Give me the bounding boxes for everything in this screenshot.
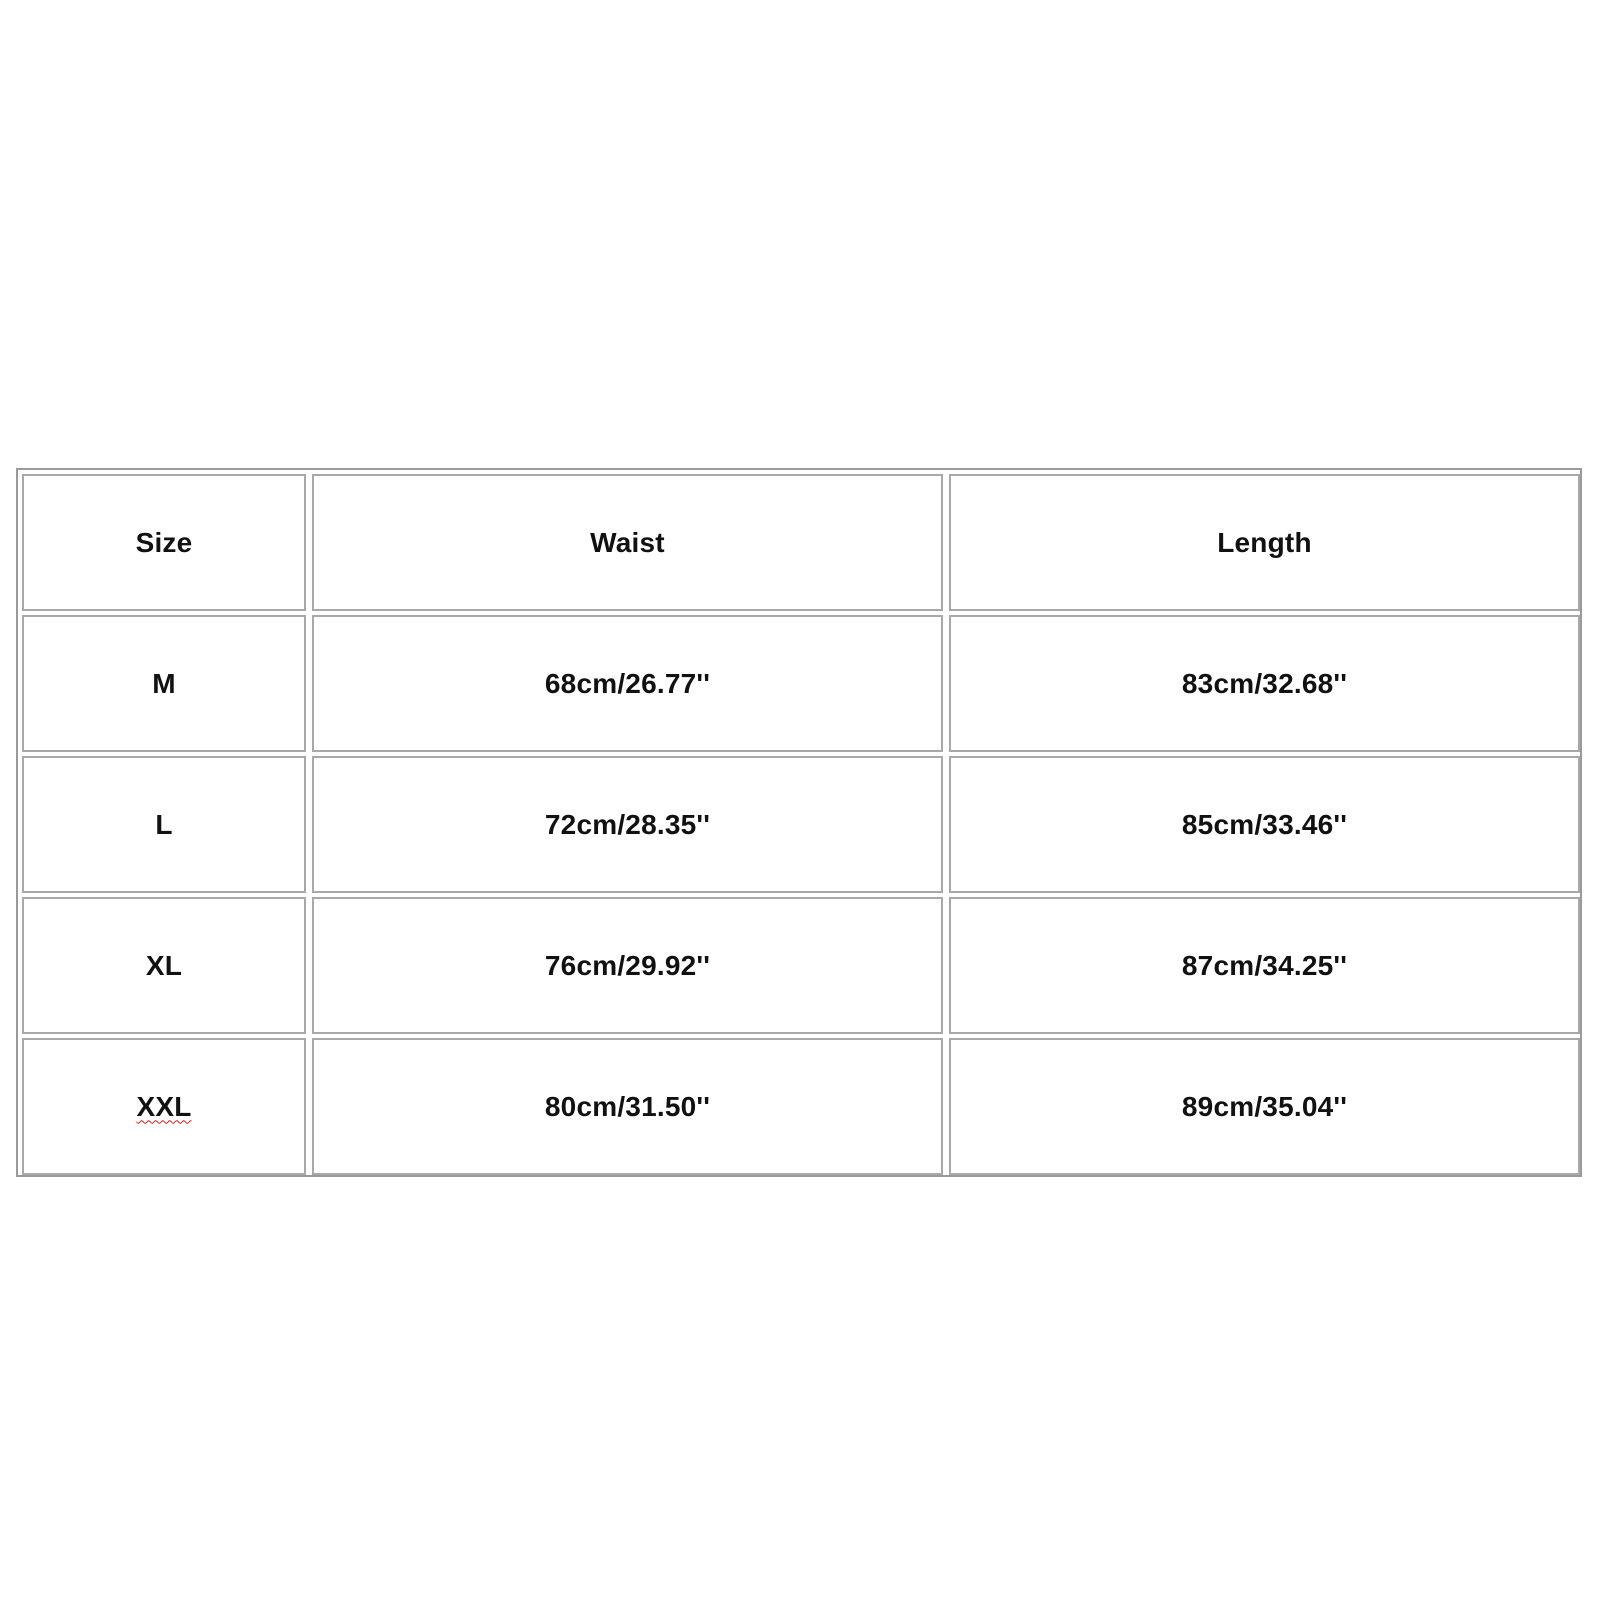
size-cell	[22, 1038, 306, 1175]
header-waist: Waist	[312, 474, 943, 611]
size-cell: M	[22, 615, 306, 752]
header-length: Length	[949, 474, 1580, 611]
length-cell: 87cm/34.25''	[949, 897, 1580, 1034]
header-size: Size	[22, 474, 306, 611]
size-label-spellcheck-flagged: XXL	[136, 1090, 192, 1122]
length-cell: 89cm/35.04''	[949, 1038, 1580, 1175]
size-chart-grid	[22, 474, 1580, 1175]
length-cell: 85cm/33.46''	[949, 756, 1580, 893]
waist-cell: 72cm/28.35''	[312, 756, 943, 893]
size-chart-table	[16, 468, 1582, 1177]
waist-cell: 80cm/31.50''	[312, 1038, 943, 1175]
size-cell: XL	[22, 897, 306, 1034]
length-cell: 83cm/32.68''	[949, 615, 1580, 752]
waist-cell: 76cm/29.92''	[312, 897, 943, 1034]
size-cell: L	[22, 756, 306, 893]
waist-cell: 68cm/26.77''	[312, 615, 943, 752]
